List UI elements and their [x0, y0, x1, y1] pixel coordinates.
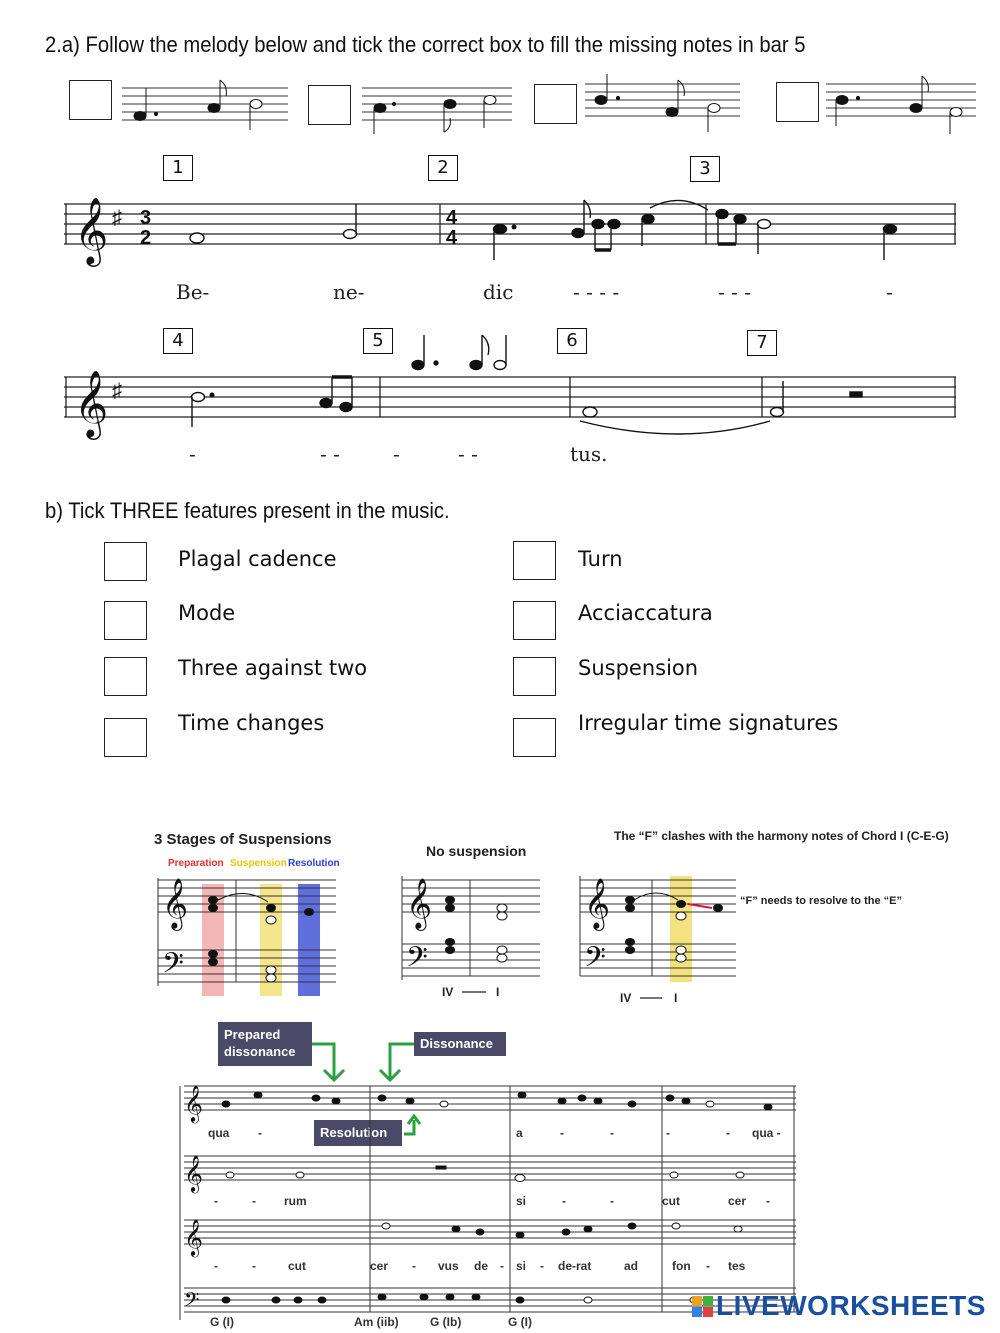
- stage-label: Suspension: [230, 858, 287, 869]
- lyric: dic: [483, 280, 514, 304]
- lyric: -: [886, 280, 893, 304]
- lyric: ne-: [333, 280, 365, 304]
- liveworksheets-logo-icon: [692, 1294, 714, 1320]
- lyric: -: [500, 1259, 504, 1273]
- watermark-text: LIVEWORKSHEETS: [716, 1290, 986, 1321]
- chord-label: IV: [442, 985, 454, 999]
- checkbox-suspension[interactable]: [513, 657, 556, 696]
- chord-label: I: [674, 991, 678, 1005]
- checkbox-turn[interactable]: [513, 541, 556, 580]
- svg-text:𝄞: 𝄞: [406, 879, 433, 928]
- svg-text:2: 2: [140, 227, 152, 249]
- option-label: Acciaccatura: [578, 601, 713, 625]
- svg-text:𝄢: 𝄢: [162, 948, 184, 986]
- chord-label: G (Ib): [430, 1315, 462, 1329]
- melody-staff-2: [0, 345, 1000, 445]
- svg-text:♯: ♯: [112, 207, 122, 229]
- lyric: -: [412, 1259, 416, 1273]
- lyric: -: [726, 1126, 730, 1140]
- checkbox-mode[interactable]: [104, 601, 147, 640]
- option-label: Irregular time signatures: [578, 711, 839, 735]
- checkbox-irregular-time-signatures[interactable]: [513, 718, 556, 757]
- lyric: tus.: [570, 442, 608, 466]
- lyric: - -: [458, 442, 478, 466]
- bar-number: 3: [690, 156, 720, 182]
- svg-text:3: 3: [140, 207, 152, 229]
- lyric: -: [666, 1126, 670, 1140]
- lyric: -: [562, 1194, 566, 1208]
- lyric: si: [516, 1194, 527, 1208]
- lyric: qua: [208, 1126, 230, 1140]
- lyric: - -: [320, 442, 340, 466]
- bar-number: 6: [557, 328, 587, 354]
- lyric: -: [560, 1126, 564, 1140]
- svg-text:𝄞: 𝄞: [184, 1219, 203, 1255]
- bar-number: 2: [428, 155, 458, 181]
- option-label: Three against two: [178, 656, 368, 680]
- lyric: cut: [662, 1194, 680, 1208]
- svg-text:♯: ♯: [112, 380, 122, 402]
- lyric: Be-: [176, 280, 210, 304]
- callout-prepared-dissonance: Prepared dissonance: [218, 1022, 312, 1066]
- chord-label: G (I): [508, 1315, 532, 1329]
- svg-text:𝄞: 𝄞: [184, 1085, 203, 1121]
- lyric: -: [214, 1194, 218, 1208]
- lyric: vus: [438, 1259, 459, 1273]
- lyric: qua -: [752, 1126, 781, 1140]
- lyric: -: [610, 1126, 614, 1140]
- option-label: Mode: [178, 601, 236, 625]
- callout-resolution: Resolution: [314, 1120, 402, 1146]
- stage-label: Resolution: [288, 858, 340, 869]
- bar-number: 5: [363, 328, 393, 354]
- lyric: -: [189, 442, 196, 466]
- score-excerpt: [170, 1020, 810, 1333]
- lyric: cer: [370, 1259, 389, 1273]
- chord-label: I: [496, 985, 500, 999]
- checkbox-plagal-cadence[interactable]: [104, 542, 147, 581]
- lyric: si: [516, 1259, 527, 1273]
- lyric: -: [540, 1259, 544, 1273]
- checkbox-time-changes[interactable]: [104, 718, 147, 757]
- bar-number: 7: [747, 330, 777, 356]
- svg-text:𝄢: 𝄢: [406, 942, 428, 980]
- lyric: ad: [624, 1259, 639, 1273]
- question-b-prompt: b) Tick THREE features present in the music.: [45, 498, 450, 523]
- suspension-stages-figure: [140, 820, 949, 1010]
- option-label: Time changes: [178, 711, 325, 735]
- melody-staff-1: [0, 180, 1000, 280]
- lyric: tes: [728, 1259, 746, 1273]
- lyric: -: [610, 1194, 614, 1208]
- lyric: cer: [728, 1194, 747, 1208]
- lyric: de-rat: [558, 1259, 592, 1273]
- callout-dissonance: Dissonance: [414, 1032, 506, 1056]
- option-label: Plagal cadence: [178, 547, 337, 571]
- svg-text:𝄢: 𝄢: [584, 942, 606, 980]
- svg-text:4: 4: [446, 227, 458, 249]
- lyric: rum: [284, 1194, 307, 1208]
- lyric: -: [252, 1259, 256, 1273]
- lyric: -: [766, 1194, 770, 1208]
- svg-text:𝄞: 𝄞: [584, 879, 611, 928]
- option-label: Suspension: [578, 656, 699, 680]
- question-a-prompt: 2.a) Follow the melody below and tick the correct box to fill the missing notes in bar 5: [45, 32, 806, 57]
- resolve-note: “F” needs to resolve to the “E”: [740, 895, 902, 907]
- lyric: -: [258, 1126, 262, 1140]
- svg-text:𝄞: 𝄞: [74, 371, 109, 436]
- lyric: -: [214, 1259, 218, 1273]
- bar-number: 4: [163, 328, 193, 354]
- svg-text:𝄞: 𝄞: [74, 198, 109, 263]
- answer-snippets: [0, 70, 1000, 135]
- lyric: -: [393, 442, 400, 466]
- lyric: a: [516, 1126, 523, 1140]
- stage-label: Preparation: [168, 858, 224, 869]
- lyric: fon: [672, 1259, 691, 1273]
- checkbox-three-against-two[interactable]: [104, 657, 147, 696]
- figure-title: 3 Stages of Suspensions: [154, 831, 332, 848]
- chord-label: Am (iib): [354, 1315, 399, 1329]
- lyric: -: [252, 1194, 256, 1208]
- lyric: cut: [288, 1259, 306, 1273]
- bar-number: 1: [163, 155, 193, 181]
- svg-text:4: 4: [446, 207, 458, 229]
- chord-label: IV: [620, 991, 632, 1005]
- lyric: - - -: [718, 280, 751, 304]
- svg-text:𝄢: 𝄢: [184, 1289, 200, 1316]
- svg-text:𝄞: 𝄞: [184, 1155, 203, 1191]
- option-label: Turn: [578, 547, 623, 571]
- lyric: de: [474, 1259, 489, 1273]
- lyric: - - - -: [573, 280, 620, 304]
- chord-label: G (I): [210, 1315, 234, 1329]
- lyric: -: [706, 1259, 710, 1273]
- no-suspension-title: No suspension: [426, 843, 527, 859]
- clash-note: The “F” clashes with the harmony notes of Chord I (C-E-G): [614, 829, 949, 843]
- checkbox-acciaccatura[interactable]: [513, 601, 556, 640]
- svg-text:𝄞: 𝄞: [162, 879, 189, 928]
